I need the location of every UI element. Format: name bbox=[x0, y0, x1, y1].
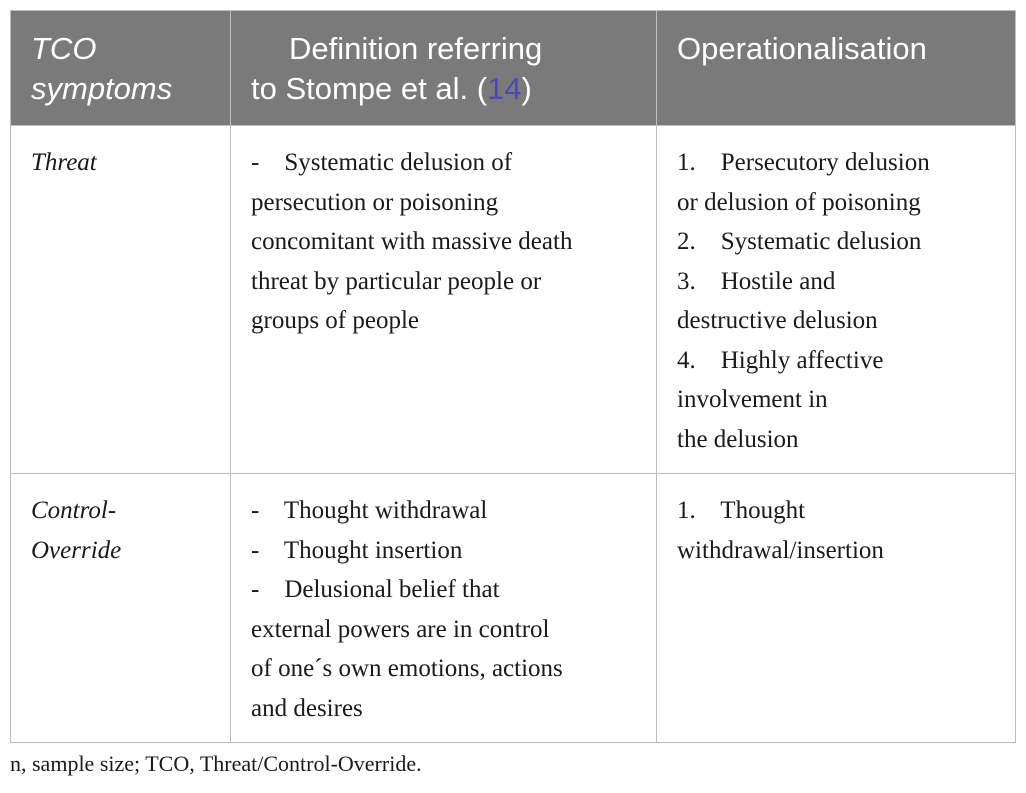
cell-definition-threat bbox=[231, 126, 657, 474]
reference-link-14[interactable]: 14 bbox=[487, 71, 522, 106]
operationalisation-line: 3. Hostile and bbox=[677, 267, 836, 295]
header-tco-symptoms-line1: TCO bbox=[31, 31, 97, 66]
cell-operationalisation-threat bbox=[657, 126, 1016, 474]
symptom-control-override-line1: Control- bbox=[31, 497, 117, 524]
operationalisation-line: 1. Thought bbox=[677, 497, 806, 524]
operationalisation-line: the delusion bbox=[677, 425, 799, 453]
symptom-threat-label: Threat bbox=[31, 149, 97, 176]
definition-line: - Systematic delusion of bbox=[251, 149, 513, 176]
operationalisation-line: 1. Persecutory delusion bbox=[677, 149, 930, 176]
definition-line: of one´s own emotions, actions bbox=[251, 655, 563, 682]
operationalisation-line: withdrawal/insertion bbox=[677, 536, 884, 564]
definition-line: - Delusional belief that bbox=[251, 576, 500, 603]
definition-line: threat by particular people or bbox=[251, 267, 542, 295]
definition-line: and desires bbox=[251, 694, 363, 722]
definition-line: concomitant with massive death bbox=[251, 228, 573, 255]
symptom-control-override-line2: Override bbox=[31, 536, 122, 564]
header-definition-text: to Stompe et al. ( bbox=[251, 71, 488, 106]
header-definition bbox=[231, 11, 657, 126]
tco-symptoms-table bbox=[10, 10, 1016, 743]
table-footnote: n, sample size; TCO, Threat/Control-Override. bbox=[10, 751, 422, 776]
definition-line: - Thought withdrawal bbox=[251, 497, 488, 524]
definition-line: external powers are in control bbox=[251, 615, 550, 643]
definition-line: groups of people bbox=[251, 307, 420, 334]
header-tco-symptoms bbox=[11, 11, 231, 126]
table-row-threat bbox=[11, 126, 1016, 474]
header-definition-line1: Definition referring bbox=[289, 31, 543, 66]
operationalisation-line: involvement in bbox=[677, 386, 828, 413]
header-definition-line2 bbox=[251, 69, 644, 109]
header-definition-close: ) bbox=[521, 71, 532, 106]
operationalisation-line: or delusion of poisoning bbox=[677, 188, 921, 216]
table-row-control-override bbox=[11, 474, 1016, 743]
cell-symptom-control-override bbox=[11, 474, 231, 743]
operationalisation-line: 2. Systematic delusion bbox=[677, 228, 922, 255]
header-tco-symptoms-line2: symptoms bbox=[31, 71, 173, 106]
cell-symptom-threat bbox=[11, 126, 231, 474]
definition-line: persecution or poisoning bbox=[251, 188, 499, 216]
table-header-row bbox=[11, 11, 1016, 126]
header-operationalisation bbox=[657, 11, 1016, 126]
header-operationalisation-label: Operationalisation bbox=[677, 31, 927, 66]
operationalisation-line: 4. Highly affective bbox=[677, 346, 884, 374]
operationalisation-line: destructive delusion bbox=[677, 307, 878, 334]
cell-definition-control-override bbox=[231, 474, 657, 743]
definition-line: - Thought insertion bbox=[251, 536, 463, 564]
cell-operationalisation-control-override bbox=[657, 474, 1016, 743]
